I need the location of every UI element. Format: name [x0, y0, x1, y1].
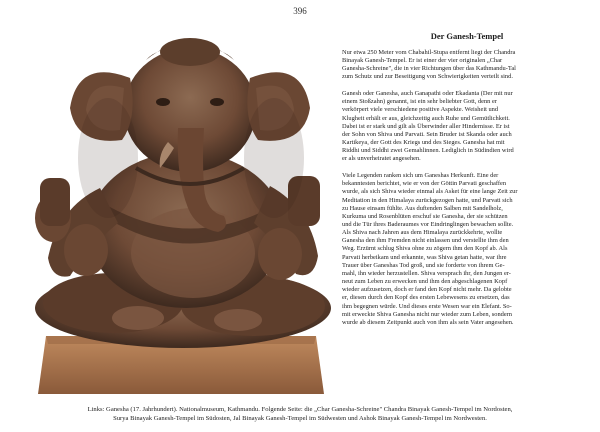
ganesha-statue-photo [18, 18, 336, 400]
article-heading: Der Ganesh-Tempel [430, 31, 504, 41]
photo-caption: Links: Ganesha (17. Jahrhundert). Nationalmuseum, Kathmandu. Folgende Seite: die „Char Ganesha-Schreine" Chandra Binayak Ganesh-Tempel im Nordosten, Surya Binayak Ganesh-Tempel im Südosten, Jal Binayak Ganesh-Tempel im Südwesten und Ashok Binayak Ganesh-Tempel im Nordwesten. [87, 406, 513, 422]
article-paragraph-1: Nur etwa 250 Meter vom Chabahil-Stupa entfernt liegt der Chandra Binayak Ganesh-Tempel. Er ist einer der vier originalen „Char Ganesha-Schreine", die in vier Richtungen über das Kathmandu-Tal zum Schutz und zur Beseitigung von Schwierigkeiten verteilt sind. [342, 49, 516, 81]
article-text [342, 31, 592, 336]
article-paragraph-3: Viele Legenden ranken sich um Ganeshas Herkunft. Eine der bekanntesten berichtet, wie er von der Göttin Parvati geschaffen wurde, als sich Shiva wieder einmal als Asket für eine lange Zeit zur Meditation in den Himalaya zurückgezogen hatte, und Parvati sich zu Hause einsam fühlte. Aus duftenden Salben mit Sandelholz, Kurkuma und Rosenblüten erschuf sie Ganesha, der sie schützen und die Tür ihres Baderaumes vor Eindringlingen bewachen sollte. Als Shiva nach Jahren aus dem Himalaya zurückkehrte, wollte Ganesha den ihm Fremden nicht einlassen und verstellte ihm den Weg. Erzürnt schlug Shiva ohne zu zögern ihm den Kopf ab. Als Parvati herbeikam und erkannte, was Shiva getan hatte, war ihre Trauer über Ganeshas Tod groß, und sie forderte von ihrem Ge- mahl, ihn wieder herzustellen. Shiva versprach ihr, den Jungen er- neut zum Leben zu erwecken und ihm den abgeschlagenen Kopf wieder aufzusetzen, doch er fand den Kopf nicht mehr. Da gelobte er, diesen durch den Kopf des ersten Lebewesens zu ersetzen, das ihm begegnen würde. Und dieses erste Wesen war ein Elefant. So- mit erweckte Shiva Ganesha nicht nur wieder zum Leben, sondern wurde ab diesem Zeitpunkt auch von ihm als sein Vater angesehen. [342, 172, 518, 326]
ganesha-statue-illustration [18, 18, 336, 400]
article-paragraph-2: Ganesh oder Ganesha, auch Ganapathi oder Ekadanta (Der mit nur einem Stoßzahn) genannt, ist ein sehr beliebter Gott, denn er verkörpert viele verschiedene positive Aspekte. Weisheit und Klugheit erhält er aus, gleichzeitig auch Ruhe und Gemütlichkeit. Dabei ist er stark und gilt als Überwinder aller Hindernisse. Er ist der Sohn von Shiva und Parvati. Sein Bruder ist Skanda oder auch Kartikeya, der Gott des Kriegs und des Sieges. Ganesha hat mit Riddhi und Siddhi zwei Gemahlinnen. Lediglich in Südindien wird er als unverheiratet angesehen. [342, 90, 514, 163]
page-number: 396 [293, 6, 307, 16]
